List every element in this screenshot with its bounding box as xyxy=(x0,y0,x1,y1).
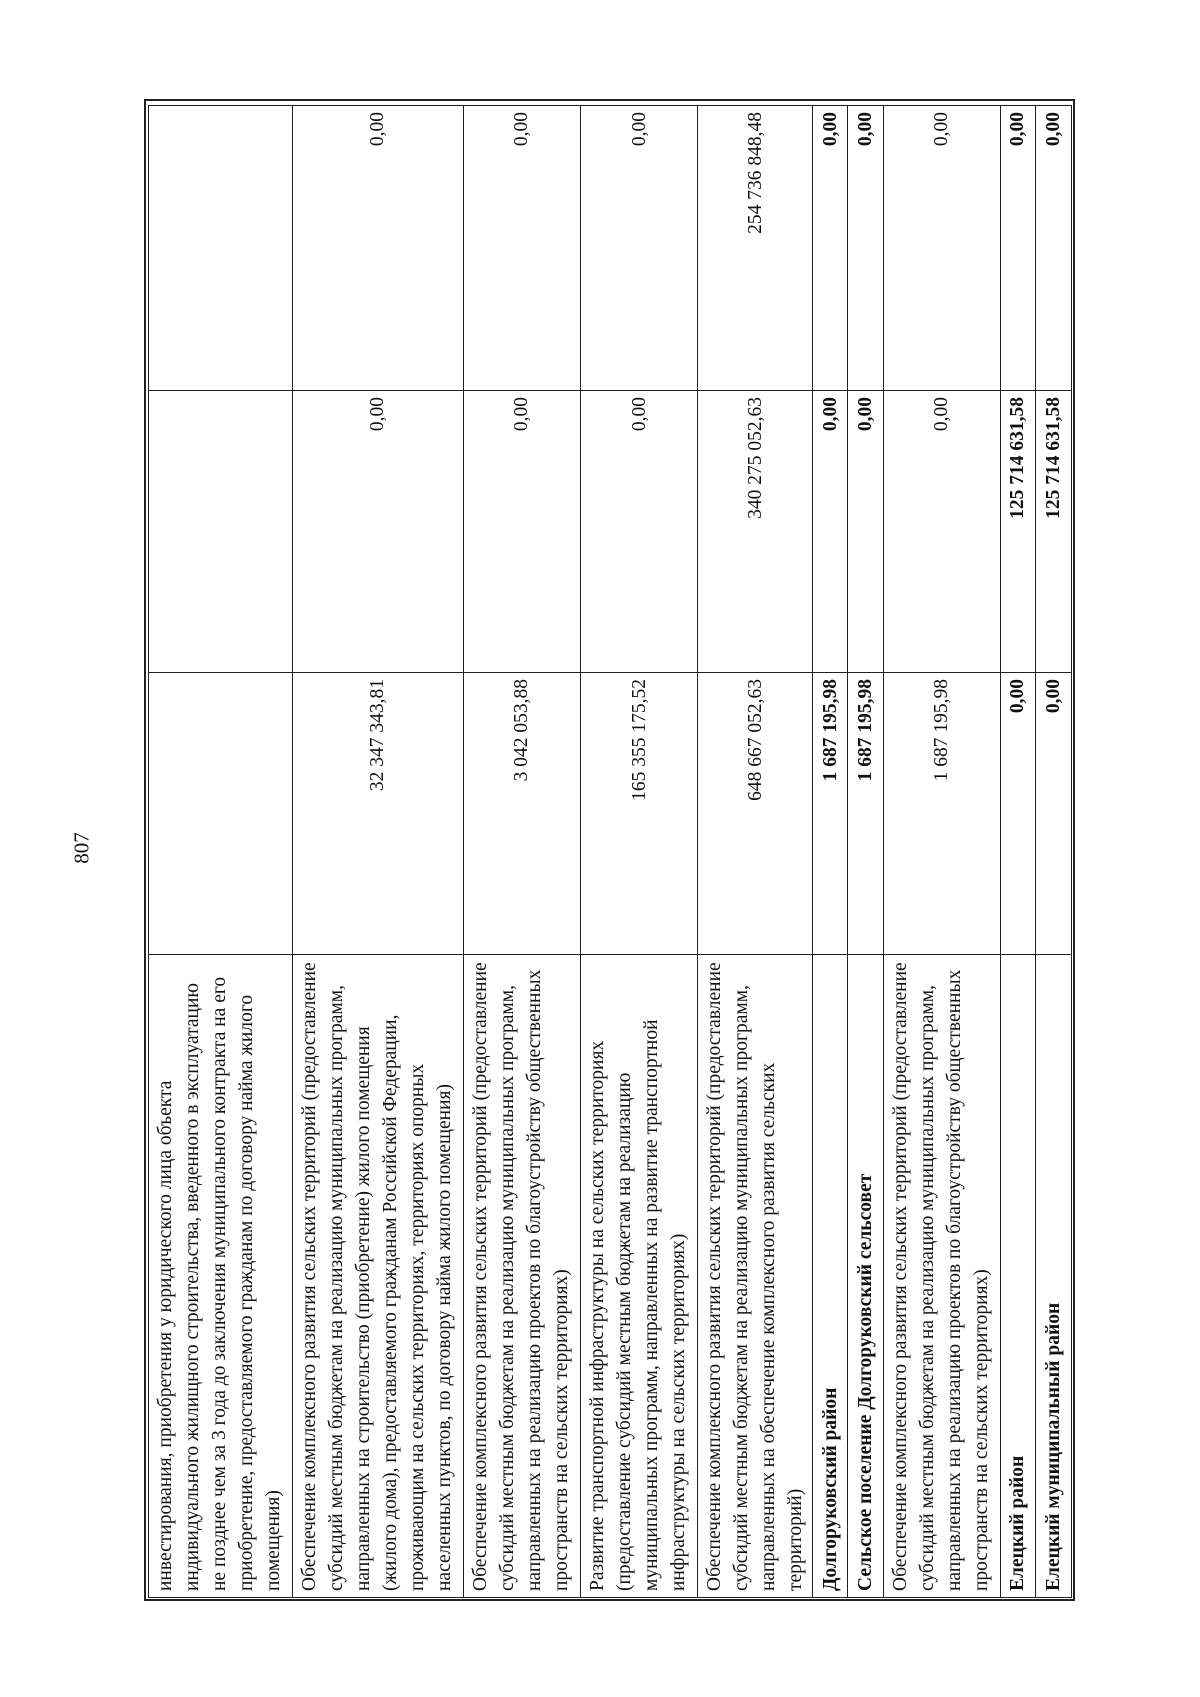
value-cell: 0,00 xyxy=(1035,673,1071,955)
value-cell: 0,00 xyxy=(813,106,848,391)
value-cell: 0,00 xyxy=(293,391,463,673)
table-row xyxy=(1000,106,1035,1598)
value-cell: 0,00 xyxy=(293,106,463,391)
value-cell: 1 687 195,98 xyxy=(883,673,1000,955)
table-row xyxy=(848,106,883,1598)
row-description: Обеспечение комплексного развития сельских территорий (предоставление субсидий местным бюджетам на реализацию муниципальных программ, направленных на строительство (приобретение) жилого помещения (жилого дома), предоставляемого гражданам Российской Федерации, проживающим на сельских территориях, территориях опорных населенных пунктов, по договору найма жилого помещения) xyxy=(293,955,463,1598)
value-cell: 0,00 xyxy=(463,391,580,673)
value-cell: 0,00 xyxy=(1035,106,1071,391)
value-cell: 254 736 848,48 xyxy=(698,106,813,391)
value-cell: 1 687 195,98 xyxy=(848,673,883,955)
row-description: Обеспечение комплексного развития сельских территорий (предоставление субсидий местным бюджетам на реализацию муниципальных программ, направленных на реализацию проектов по благоустройству общественных пространств на сельских территориях) xyxy=(883,955,1000,1598)
value-cell: 3 042 053,88 xyxy=(463,673,580,955)
row-description: инвестирования, приобретения у юридического лица объекта индивидуального жилищного строительства, введенного в эксплуатацию не позднее чем за 3 года до заключения муниципального контракта на его приобретение, предоставляемого гражданам по договору найма жилого помещения) xyxy=(149,955,293,1598)
table-row xyxy=(1035,106,1071,1598)
row-description: Долгоруковский район xyxy=(813,955,848,1598)
value-cell: 165 355 175,52 xyxy=(580,673,697,955)
value-cell: 0,00 xyxy=(883,391,1000,673)
value-cell xyxy=(149,391,293,673)
page-number: 807 xyxy=(69,832,94,864)
value-cell xyxy=(149,106,293,391)
rotated-table-container xyxy=(148,106,1072,1598)
value-cell: 0,00 xyxy=(848,391,883,673)
value-cell: 125 714 631,58 xyxy=(1035,391,1071,673)
value-cell: 648 667 052,63 xyxy=(698,673,813,955)
value-cell: 125 714 631,58 xyxy=(1000,391,1035,673)
value-cell: 0,00 xyxy=(813,391,848,673)
value-cell: 340 275 052,63 xyxy=(698,391,813,673)
table-row xyxy=(293,106,463,1598)
value-cell: 0,00 xyxy=(1000,673,1035,955)
table-row xyxy=(813,106,848,1598)
value-cell xyxy=(149,673,293,955)
table-row xyxy=(463,106,580,1598)
table-row xyxy=(883,106,1000,1598)
row-description: Сельское поселение Долгоруковский сельсовет xyxy=(848,955,883,1598)
row-description: Елецкий муниципальный район xyxy=(1035,955,1071,1598)
row-description: Развитие транспортной инфраструктуры на сельских территориях (предоставление субсидий местным бюджетам на реализацию муниципальных программ, направленных на развитие транспортной инфраструктуры на сельских территориях) xyxy=(580,955,697,1598)
value-cell: 0,00 xyxy=(463,106,580,391)
value-cell: 0,00 xyxy=(1000,106,1035,391)
table-row xyxy=(149,106,293,1598)
value-cell: 1 687 195,98 xyxy=(813,673,848,955)
value-cell: 0,00 xyxy=(580,106,697,391)
value-cell: 0,00 xyxy=(580,391,697,673)
table-row xyxy=(698,106,813,1598)
value-cell: 0,00 xyxy=(848,106,883,391)
row-description: Обеспечение комплексного развития сельских территорий (предоставление субсидий местным бюджетам на реализацию муниципальных программ, направленных на обеспечение комплексного развития сельских территорий) xyxy=(698,955,813,1598)
budget-table xyxy=(148,105,1072,1598)
row-description: Елецкий район xyxy=(1000,955,1035,1598)
row-description: Обеспечение комплексного развития сельских территорий (предоставление субсидий местным бюджетам на реализацию муниципальных программ, направленных на реализацию проектов по благоустройству общественных пространств на сельских территориях) xyxy=(463,955,580,1598)
value-cell: 32 347 343,81 xyxy=(293,673,463,955)
table-row xyxy=(580,106,697,1598)
value-cell: 0,00 xyxy=(883,106,1000,391)
